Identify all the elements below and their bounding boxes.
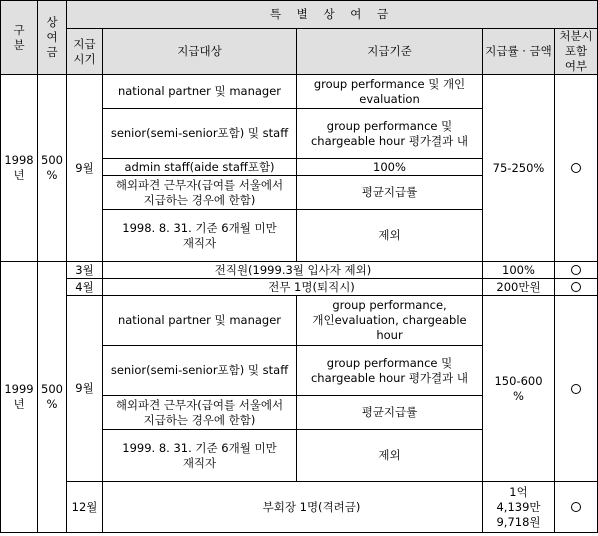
circle-icon — [571, 265, 581, 275]
target-cell: national partner 및 manager — [103, 296, 297, 346]
amount-1998: 75-250% — [483, 75, 555, 262]
target-cell: 전직원(1999.3월 입사자 제외) — [103, 262, 483, 279]
severance-1999-sep — [555, 296, 598, 482]
target-cell: 전무 1명(퇴직시) — [103, 279, 483, 296]
criteria-cell: 100% — [297, 159, 483, 176]
period-1999-mar: 3월 — [67, 262, 103, 279]
circle-icon — [571, 502, 581, 512]
header-special-bonus: 특 별 상 여 금 — [67, 1, 598, 29]
rate-1999: 500 % — [38, 262, 67, 533]
target-cell: senior(semi-senior포함) 및 staff — [103, 109, 297, 159]
table-row — [1, 262, 598, 279]
header-severance: 처분시 포함 여부 — [555, 29, 598, 75]
target-cell: 1999. 8. 31. 기준 6개월 미만 재직자 — [103, 430, 297, 482]
amount-1999-dec: 1억 4,139만 9,718원 — [483, 482, 555, 533]
circle-icon — [571, 384, 581, 394]
rate-1998: 500 % — [38, 75, 67, 262]
criteria-cell: 평균지급률 — [297, 396, 483, 430]
period-1999-sep: 9월 — [67, 296, 103, 482]
table-row — [1, 75, 598, 109]
amount-1999-sep: 150-600 % — [483, 296, 555, 482]
header-bonus-rate: 상 여 금 — [38, 1, 67, 75]
circle-icon — [571, 282, 581, 292]
severance-1999-apr — [555, 279, 598, 296]
target-cell: 부회장 1명(격려금) — [103, 482, 483, 533]
criteria-cell: group performance 및 chargeable hour 평가결과 내 — [297, 346, 483, 396]
target-cell: 1998. 8. 31. 기준 6개월 미만 재직자 — [103, 210, 297, 262]
criteria-cell: group performance 및 chargeable hour 평가결과 내 — [297, 109, 483, 159]
period-1999-apr: 4월 — [67, 279, 103, 296]
header-rate-amount: 지급률 · 금액 — [483, 29, 555, 75]
period-1998-sep: 9월 — [67, 75, 103, 262]
severance-1999-dec — [555, 482, 598, 533]
target-cell: 해외파견 근무자(급여를 서울에서 지급하는 경우에 한함) — [103, 176, 297, 210]
target-cell: admin staff(aide staff포함) — [103, 159, 297, 176]
header-gubun: 구 분 — [1, 1, 38, 75]
table-row — [1, 296, 598, 346]
target-cell: senior(semi-senior포함) 및 staff — [103, 346, 297, 396]
table-row — [1, 482, 598, 533]
header-criteria: 지급기준 — [297, 29, 483, 75]
criteria-cell: 제외 — [297, 430, 483, 482]
amount-1999-mar: 100% — [483, 262, 555, 279]
header-target: 지급대상 — [103, 29, 297, 75]
target-cell: 해외파견 근무자(급여를 서울에서 지급하는 경우에 한함) — [103, 396, 297, 430]
criteria-cell: group performance, 개인evaluation, chargeable hour — [297, 296, 483, 346]
amount-1999-apr: 200만원 — [483, 279, 555, 296]
criteria-cell: 제외 — [297, 210, 483, 262]
target-cell: national partner 및 manager — [103, 75, 297, 109]
table-row — [1, 279, 598, 296]
severance-1998 — [555, 75, 598, 262]
criteria-cell: group performance 및 개인 evaluation — [297, 75, 483, 109]
severance-1999-mar — [555, 262, 598, 279]
period-1999-dec: 12월 — [67, 482, 103, 533]
header-pay-period: 지급 시기 — [67, 29, 103, 75]
year-1999: 1999 년 — [1, 262, 38, 533]
year-1998: 1998 년 — [1, 75, 38, 262]
circle-icon — [571, 163, 581, 173]
criteria-cell: 평균지급률 — [297, 176, 483, 210]
